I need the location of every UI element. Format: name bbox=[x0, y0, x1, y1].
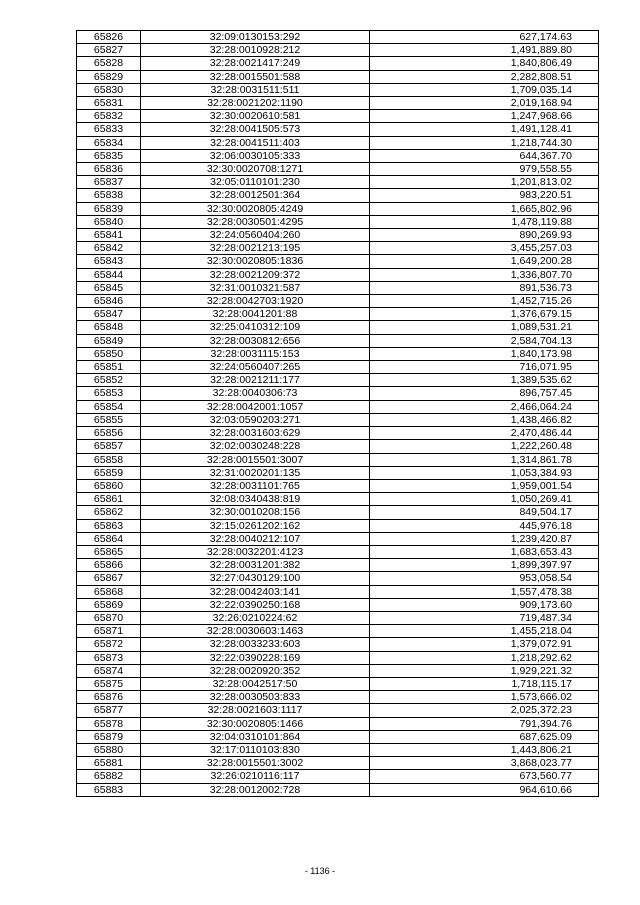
amount-cell: 1,443,806.21 bbox=[370, 743, 599, 756]
amount-cell: 2,470,486.44 bbox=[370, 427, 599, 440]
amount-cell: 1,491,128.41 bbox=[370, 123, 599, 136]
table-row bbox=[77, 97, 599, 110]
cadastral-number-cell: 32:28:0031115:153 bbox=[141, 347, 370, 360]
table-row bbox=[77, 110, 599, 123]
table-row bbox=[77, 149, 599, 162]
table-row bbox=[77, 413, 599, 426]
table-row bbox=[77, 638, 599, 651]
row-number-cell: 65862 bbox=[77, 506, 141, 519]
row-number-cell: 65853 bbox=[77, 387, 141, 400]
amount-cell: 1,683,653.43 bbox=[370, 545, 599, 558]
amount-cell: 1,665,802.96 bbox=[370, 202, 599, 215]
row-number-cell: 65844 bbox=[77, 268, 141, 281]
table-row bbox=[77, 268, 599, 281]
row-number-cell: 65855 bbox=[77, 413, 141, 426]
row-number-cell: 65847 bbox=[77, 308, 141, 321]
table-row bbox=[77, 770, 599, 783]
row-number-cell: 65850 bbox=[77, 347, 141, 360]
table-row bbox=[77, 387, 599, 400]
amount-cell: 909,173.60 bbox=[370, 598, 599, 611]
row-number-cell: 65841 bbox=[77, 229, 141, 242]
amount-cell: 445,976.18 bbox=[370, 519, 599, 532]
table-row bbox=[77, 163, 599, 176]
row-number-cell: 65829 bbox=[77, 70, 141, 83]
row-number-cell: 65839 bbox=[77, 202, 141, 215]
table-row bbox=[77, 427, 599, 440]
cadastral-number-cell: 32:28:0030603:1463 bbox=[141, 625, 370, 638]
row-number-cell: 65879 bbox=[77, 730, 141, 743]
cadastral-number-cell: 32:15:0261202:162 bbox=[141, 519, 370, 532]
table-row bbox=[77, 215, 599, 228]
row-number-cell: 65845 bbox=[77, 281, 141, 294]
amount-cell: 1,840,806.49 bbox=[370, 57, 599, 70]
amount-cell: 1,379,072.91 bbox=[370, 638, 599, 651]
row-number-cell: 65852 bbox=[77, 374, 141, 387]
row-number-cell: 65880 bbox=[77, 743, 141, 756]
amount-cell: 1,314,861.78 bbox=[370, 453, 599, 466]
cadastral-number-cell: 32:24:0560407:265 bbox=[141, 361, 370, 374]
amount-cell: 1,247,968.66 bbox=[370, 110, 599, 123]
amount-cell: 1,455,218.04 bbox=[370, 625, 599, 638]
cadastral-number-cell: 32:22:0390228:169 bbox=[141, 651, 370, 664]
cadastral-number-cell: 32:28:0015501:3007 bbox=[141, 453, 370, 466]
table-body bbox=[77, 31, 599, 797]
row-number-cell: 65868 bbox=[77, 585, 141, 598]
row-number-cell: 65867 bbox=[77, 572, 141, 585]
cadastral-number-cell: 32:26:0210116:117 bbox=[141, 770, 370, 783]
table-row bbox=[77, 545, 599, 558]
table-row bbox=[77, 83, 599, 96]
row-number-cell: 65849 bbox=[77, 334, 141, 347]
table-row bbox=[77, 308, 599, 321]
amount-cell: 1,438,466.82 bbox=[370, 413, 599, 426]
cadastral-number-cell: 32:28:0021211:177 bbox=[141, 374, 370, 387]
row-number-cell: 65874 bbox=[77, 664, 141, 677]
cadastral-number-cell: 32:28:0021417:249 bbox=[141, 57, 370, 70]
row-number-cell: 65870 bbox=[77, 611, 141, 624]
row-number-cell: 65826 bbox=[77, 31, 141, 44]
amount-cell: 1,376,679.15 bbox=[370, 308, 599, 321]
row-number-cell: 65842 bbox=[77, 242, 141, 255]
amount-cell: 1,222,260.48 bbox=[370, 440, 599, 453]
cadastral-number-cell: 32:02:0030248:228 bbox=[141, 440, 370, 453]
amount-cell: 791,394.76 bbox=[370, 717, 599, 730]
table-row bbox=[77, 611, 599, 624]
cadastral-number-cell: 32:30:0020805:1466 bbox=[141, 717, 370, 730]
cadastral-number-cell: 32:28:0041201:88 bbox=[141, 308, 370, 321]
amount-cell: 1,649,200.28 bbox=[370, 255, 599, 268]
cadastral-number-cell: 32:30:0010208:156 bbox=[141, 506, 370, 519]
amount-cell: 2,019,168.94 bbox=[370, 97, 599, 110]
row-number-cell: 65881 bbox=[77, 757, 141, 770]
row-number-cell: 65832 bbox=[77, 110, 141, 123]
row-number-cell: 65858 bbox=[77, 453, 141, 466]
row-number-cell: 65843 bbox=[77, 255, 141, 268]
table-row bbox=[77, 321, 599, 334]
amount-cell: 849,504.17 bbox=[370, 506, 599, 519]
row-number-cell: 65856 bbox=[77, 427, 141, 440]
table-row bbox=[77, 440, 599, 453]
table-row bbox=[77, 123, 599, 136]
table-row bbox=[77, 361, 599, 374]
cadastral-number-cell: 32:28:0021209:372 bbox=[141, 268, 370, 281]
row-number-cell: 65860 bbox=[77, 479, 141, 492]
row-number-cell: 65840 bbox=[77, 215, 141, 228]
table-row bbox=[77, 44, 599, 57]
row-number-cell: 65834 bbox=[77, 136, 141, 149]
cadastral-number-cell: 32:04:0310101:864 bbox=[141, 730, 370, 743]
row-number-cell: 65848 bbox=[77, 321, 141, 334]
cadastral-number-cell: 32:24:0560404:260 bbox=[141, 229, 370, 242]
table-row bbox=[77, 202, 599, 215]
table-row bbox=[77, 572, 599, 585]
cadastral-number-cell: 32:26:0210224:62 bbox=[141, 611, 370, 624]
amount-cell: 627,174.63 bbox=[370, 31, 599, 44]
amount-cell: 719,487.34 bbox=[370, 611, 599, 624]
row-number-cell: 65863 bbox=[77, 519, 141, 532]
table-row bbox=[77, 281, 599, 294]
cadastral-number-cell: 32:31:0020201:135 bbox=[141, 466, 370, 479]
table-row bbox=[77, 242, 599, 255]
row-number-cell: 65865 bbox=[77, 545, 141, 558]
amount-cell: 1,218,744.30 bbox=[370, 136, 599, 149]
row-number-cell: 65851 bbox=[77, 361, 141, 374]
amount-cell: 1,452,715.26 bbox=[370, 295, 599, 308]
cadastral-number-cell: 32:28:0031201:382 bbox=[141, 559, 370, 572]
table-row bbox=[77, 176, 599, 189]
amount-cell: 1,491,889.80 bbox=[370, 44, 599, 57]
table-row bbox=[77, 730, 599, 743]
cadastral-number-cell: 32:30:0020805:1836 bbox=[141, 255, 370, 268]
amount-cell: 1,336,807.70 bbox=[370, 268, 599, 281]
row-number-cell: 65854 bbox=[77, 400, 141, 413]
amount-cell: 1,089,531.21 bbox=[370, 321, 599, 334]
row-number-cell: 65882 bbox=[77, 770, 141, 783]
amount-cell: 1,929,221.32 bbox=[370, 664, 599, 677]
table-row bbox=[77, 136, 599, 149]
row-number-cell: 65837 bbox=[77, 176, 141, 189]
cadastral-number-cell: 32:28:0012501:364 bbox=[141, 189, 370, 202]
cadastral-number-cell: 32:28:0031101:765 bbox=[141, 479, 370, 492]
row-number-cell: 65877 bbox=[77, 704, 141, 717]
row-number-cell: 65859 bbox=[77, 466, 141, 479]
amount-cell: 2,282,808.51 bbox=[370, 70, 599, 83]
table-row bbox=[77, 70, 599, 83]
row-number-cell: 65831 bbox=[77, 97, 141, 110]
row-number-cell: 65833 bbox=[77, 123, 141, 136]
amount-cell: 890,269.93 bbox=[370, 229, 599, 242]
row-number-cell: 65828 bbox=[77, 57, 141, 70]
cadastral-number-cell: 32:28:0040306:73 bbox=[141, 387, 370, 400]
row-number-cell: 65883 bbox=[77, 783, 141, 796]
table-row bbox=[77, 31, 599, 44]
table-row bbox=[77, 651, 599, 664]
row-number-cell: 65869 bbox=[77, 598, 141, 611]
amount-cell: 644,367.70 bbox=[370, 149, 599, 162]
cadastral-number-cell: 32:28:0021202:1190 bbox=[141, 97, 370, 110]
amount-cell: 687,625.09 bbox=[370, 730, 599, 743]
row-number-cell: 65871 bbox=[77, 625, 141, 638]
data-table-container bbox=[76, 30, 598, 797]
table-row bbox=[77, 743, 599, 756]
amount-cell: 953,058.54 bbox=[370, 572, 599, 585]
table-row bbox=[77, 57, 599, 70]
table-row bbox=[77, 493, 599, 506]
cadastral-number-cell: 32:28:0042001:1057 bbox=[141, 400, 370, 413]
table-row bbox=[77, 295, 599, 308]
row-number-cell: 65830 bbox=[77, 83, 141, 96]
amount-cell: 1,709,035.14 bbox=[370, 83, 599, 96]
cadastral-number-cell: 32:28:0010928:212 bbox=[141, 44, 370, 57]
cadastral-number-cell: 32:28:0020920:352 bbox=[141, 664, 370, 677]
row-number-cell: 65875 bbox=[77, 677, 141, 690]
page-number: - 1136 - bbox=[304, 866, 336, 876]
row-number-cell: 65873 bbox=[77, 651, 141, 664]
table-row bbox=[77, 783, 599, 796]
table-row bbox=[77, 400, 599, 413]
row-number-cell: 65864 bbox=[77, 532, 141, 545]
row-number-cell: 65838 bbox=[77, 189, 141, 202]
cadastral-number-cell: 32:09:0130153:292 bbox=[141, 31, 370, 44]
table-row bbox=[77, 229, 599, 242]
table-row bbox=[77, 255, 599, 268]
cadastral-number-cell: 32:28:0041505:573 bbox=[141, 123, 370, 136]
table-row bbox=[77, 479, 599, 492]
table-row bbox=[77, 374, 599, 387]
cadastral-number-cell: 32:08:0340438:819 bbox=[141, 493, 370, 506]
row-number-cell: 65857 bbox=[77, 440, 141, 453]
table-row bbox=[77, 532, 599, 545]
table-row bbox=[77, 677, 599, 690]
amount-cell: 1,053,384.93 bbox=[370, 466, 599, 479]
amount-cell: 2,025,372.23 bbox=[370, 704, 599, 717]
amount-cell: 716,071.95 bbox=[370, 361, 599, 374]
cadastral-number-cell: 32:28:0042403:141 bbox=[141, 585, 370, 598]
cadastral-number-cell: 32:28:0041511:403 bbox=[141, 136, 370, 149]
amount-cell: 1,899,397.97 bbox=[370, 559, 599, 572]
amount-cell: 891,536.73 bbox=[370, 281, 599, 294]
cadastral-number-cell: 32:27:0430129:100 bbox=[141, 572, 370, 585]
row-number-cell: 65866 bbox=[77, 559, 141, 572]
amount-cell: 1,389,535.62 bbox=[370, 374, 599, 387]
amount-cell: 2,584,704.13 bbox=[370, 334, 599, 347]
table-row bbox=[77, 664, 599, 677]
cadastral-number-cell: 32:22:0390250:168 bbox=[141, 598, 370, 611]
amount-cell: 1,718,115.17 bbox=[370, 677, 599, 690]
row-number-cell: 65827 bbox=[77, 44, 141, 57]
cadastral-number-cell: 32:30:0020708:1271 bbox=[141, 163, 370, 176]
amount-cell: 983,220.51 bbox=[370, 189, 599, 202]
cadastral-number-cell: 32:28:0021213:195 bbox=[141, 242, 370, 255]
amount-cell: 1,050,269.41 bbox=[370, 493, 599, 506]
amount-cell: 1,959,001.54 bbox=[370, 479, 599, 492]
cadastral-number-cell: 32:17:0110103:830 bbox=[141, 743, 370, 756]
amount-cell: 979,558.55 bbox=[370, 163, 599, 176]
cadastral-number-cell: 32:28:0015501:588 bbox=[141, 70, 370, 83]
cadastral-number-cell: 32:28:0042517:50 bbox=[141, 677, 370, 690]
table-row bbox=[77, 453, 599, 466]
amount-cell: 1,557,478.38 bbox=[370, 585, 599, 598]
cadastral-number-cell: 32:30:0020610:581 bbox=[141, 110, 370, 123]
cadastral-number-cell: 32:28:0042703:1920 bbox=[141, 295, 370, 308]
table-row bbox=[77, 559, 599, 572]
table-row bbox=[77, 466, 599, 479]
cadastral-number-cell: 32:28:0021603:1117 bbox=[141, 704, 370, 717]
table-row bbox=[77, 189, 599, 202]
cadastral-number-cell: 32:28:0032201:4123 bbox=[141, 545, 370, 558]
row-number-cell: 65872 bbox=[77, 638, 141, 651]
cadastral-number-cell: 32:28:0030501:4295 bbox=[141, 215, 370, 228]
cadastral-number-cell: 32:31:0010321:587 bbox=[141, 281, 370, 294]
amount-cell: 896,757.45 bbox=[370, 387, 599, 400]
amount-cell: 673,560.77 bbox=[370, 770, 599, 783]
cadastral-number-cell: 32:28:0012002:728 bbox=[141, 783, 370, 796]
row-number-cell: 65876 bbox=[77, 691, 141, 704]
cadastral-number-cell: 32:03:0590203:271 bbox=[141, 413, 370, 426]
amount-cell: 964,610.66 bbox=[370, 783, 599, 796]
amount-cell: 1,218,292.62 bbox=[370, 651, 599, 664]
table-row bbox=[77, 757, 599, 770]
table-row bbox=[77, 691, 599, 704]
table-row bbox=[77, 717, 599, 730]
amount-cell: 1,840,173.98 bbox=[370, 347, 599, 360]
table-row bbox=[77, 625, 599, 638]
cadastral-number-cell: 32:28:0031603:629 bbox=[141, 427, 370, 440]
table-row bbox=[77, 704, 599, 717]
cadastral-number-cell: 32:28:0033233:603 bbox=[141, 638, 370, 651]
amount-cell: 2,466,064.24 bbox=[370, 400, 599, 413]
cadastral-number-cell: 32:30:0020805:4249 bbox=[141, 202, 370, 215]
table-row bbox=[77, 347, 599, 360]
table-row bbox=[77, 334, 599, 347]
table-row bbox=[77, 598, 599, 611]
amount-cell: 3,455,257.03 bbox=[370, 242, 599, 255]
amount-cell: 3,868,023.77 bbox=[370, 757, 599, 770]
cadastral-number-cell: 32:28:0040212:107 bbox=[141, 532, 370, 545]
cadastral-number-cell: 32:28:0030812:656 bbox=[141, 334, 370, 347]
data-table bbox=[76, 30, 599, 797]
row-number-cell: 65836 bbox=[77, 163, 141, 176]
amount-cell: 1,201,813.02 bbox=[370, 176, 599, 189]
cadastral-number-cell: 32:28:0015501:3002 bbox=[141, 757, 370, 770]
row-number-cell: 65846 bbox=[77, 295, 141, 308]
cadastral-number-cell: 32:06:0030105:333 bbox=[141, 149, 370, 162]
row-number-cell: 65861 bbox=[77, 493, 141, 506]
cadastral-number-cell: 32:25:0410312:109 bbox=[141, 321, 370, 334]
amount-cell: 1,239,420.87 bbox=[370, 532, 599, 545]
row-number-cell: 65878 bbox=[77, 717, 141, 730]
cadastral-number-cell: 32:28:0030503:833 bbox=[141, 691, 370, 704]
cadastral-number-cell: 32:05:0110101:230 bbox=[141, 176, 370, 189]
cadastral-number-cell: 32:28:0031511:511 bbox=[141, 83, 370, 96]
table-row bbox=[77, 585, 599, 598]
row-number-cell: 65835 bbox=[77, 149, 141, 162]
amount-cell: 1,478,119.88 bbox=[370, 215, 599, 228]
table-row bbox=[77, 506, 599, 519]
amount-cell: 1,573,666.02 bbox=[370, 691, 599, 704]
table-row bbox=[77, 519, 599, 532]
